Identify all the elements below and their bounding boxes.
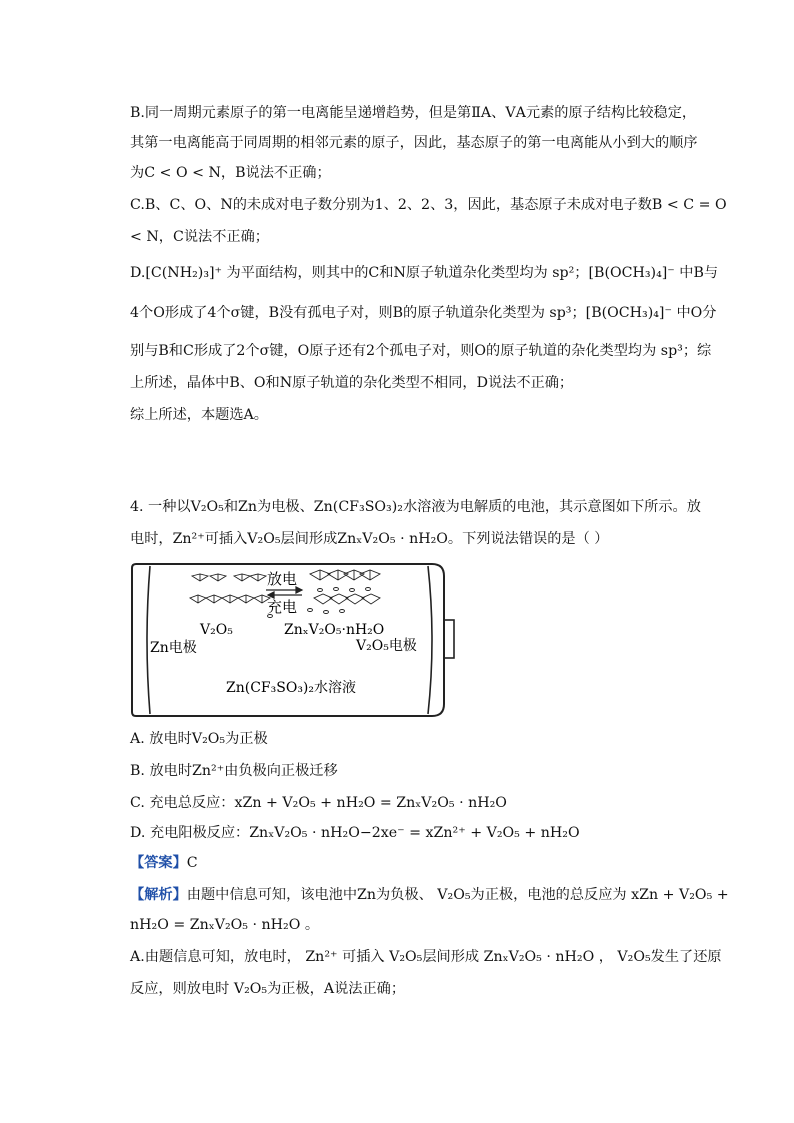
text-line: 综上所述，本题选A。 <box>130 407 268 423</box>
analysis-line-1 <box>130 884 729 904</box>
question-stem-line-2: 电时，Zn²⁺可插入V₂O₅层间形成ZnₓV₂O₅ · nH₂O。下列说法错误的是（ ） <box>130 531 609 547</box>
text-line: 别与B和C形成了2个σ键，O原子还有2个孤电子对，则O的原子轨道的杂化类型均为 sp³；综 <box>130 343 712 359</box>
answer-value: C <box>186 855 198 871</box>
zn-electrode-label: Zn电极 <box>150 640 197 656</box>
answer-tag: 【答案】 <box>130 855 187 871</box>
analysis-line-3: A.由题信息可知，放电时， Zn²⁺ 可插入 V₂O₅层间形成 ZnₓV₂O₅ · nH₂O ， V₂O₅发生了还原 <box>130 949 722 965</box>
text-line: 上所述，晶体中B、O和N原子轨道的杂化类型不相同，D说法不正确； <box>130 375 574 391</box>
answer-line <box>130 852 198 872</box>
znxv2o5-label: ZnₓV₂O₅·nH₂O <box>284 622 385 638</box>
analysis-tag: 【解析】 <box>130 887 187 903</box>
analysis-text: 由题中信息可知，该电池中Zn为负极、 V₂O₅为正极，电池的总反应为 xZn + V₂O₅ + <box>186 887 729 903</box>
text-line: < N，C说法不正确； <box>130 229 269 245</box>
option-d: D. 充电阳极反应：ZnₓV₂O₅ · nH₂O−2xe⁻ = xZn²⁺ + V₂O₅ + nH₂O <box>130 825 580 841</box>
analysis-line-4: 反应，则放电时 V₂O₅为正极，A说法正确； <box>130 981 406 997</box>
reaction-arrows-icon <box>266 587 302 598</box>
option-c: C. 充电总反应：xZn + V₂O₅ + nH₂O = ZnₓV₂O₅ · nH₂O <box>130 795 507 811</box>
v2o5-electrode-label: V₂O₅电极 <box>356 638 417 654</box>
text-line: 为C < O < N，B说法不正确； <box>130 165 331 181</box>
option-b: B. 放电时Zn²⁺由负极向正极迁移 <box>130 763 338 779</box>
charge-label: 充电 <box>267 598 298 616</box>
v2o5-crystal-icon <box>190 574 270 603</box>
text-line: D.[C(NH₂)₃]⁺ 为平面结构，则其中的C和N原子轨道杂化类型均为 sp²；[B(OCH₃)₄]⁻ 中B与 <box>130 265 719 281</box>
v2o5-label: V₂O₅ <box>200 622 233 638</box>
text-line: C.B、C、O、N的未成对电子数分别为1、2、2、3，因此，基态原子未成对电子数B < C = O <box>130 197 727 213</box>
battery-diagram <box>130 562 462 718</box>
option-a: A. 放电时V₂O₅为正极 <box>130 731 268 747</box>
text-line: 4个O形成了4个σ键，B没有孤电子对，则B的原子轨道杂化类型为 sp³；[B(OCH₃)₄]⁻ 中O分 <box>130 305 717 321</box>
text-line: 其第一电离能高于同周期的相邻元素的原子，因此，基态原子的第一电离能从小到大的顺序 <box>130 135 698 151</box>
electrolyte-label: Zn(CF₃SO₃)₂水溶液 <box>226 680 356 696</box>
analysis-line-2: nH₂O = ZnₓV₂O₅ · nH₂O 。 <box>130 917 320 933</box>
discharge-label: 放电 <box>267 570 298 588</box>
text-line: B.同一周期元素原子的第一电离能呈递增趋势，但是第ⅡA、ⅤA元素的原子结构比较稳定， <box>130 105 697 121</box>
question-stem-line-1: 4. 一种以V₂O₅和Zn为电极、Zn(CF₃SO₃)₂水溶液为电解质的电池，其示意图如下所示。放 <box>130 499 701 515</box>
